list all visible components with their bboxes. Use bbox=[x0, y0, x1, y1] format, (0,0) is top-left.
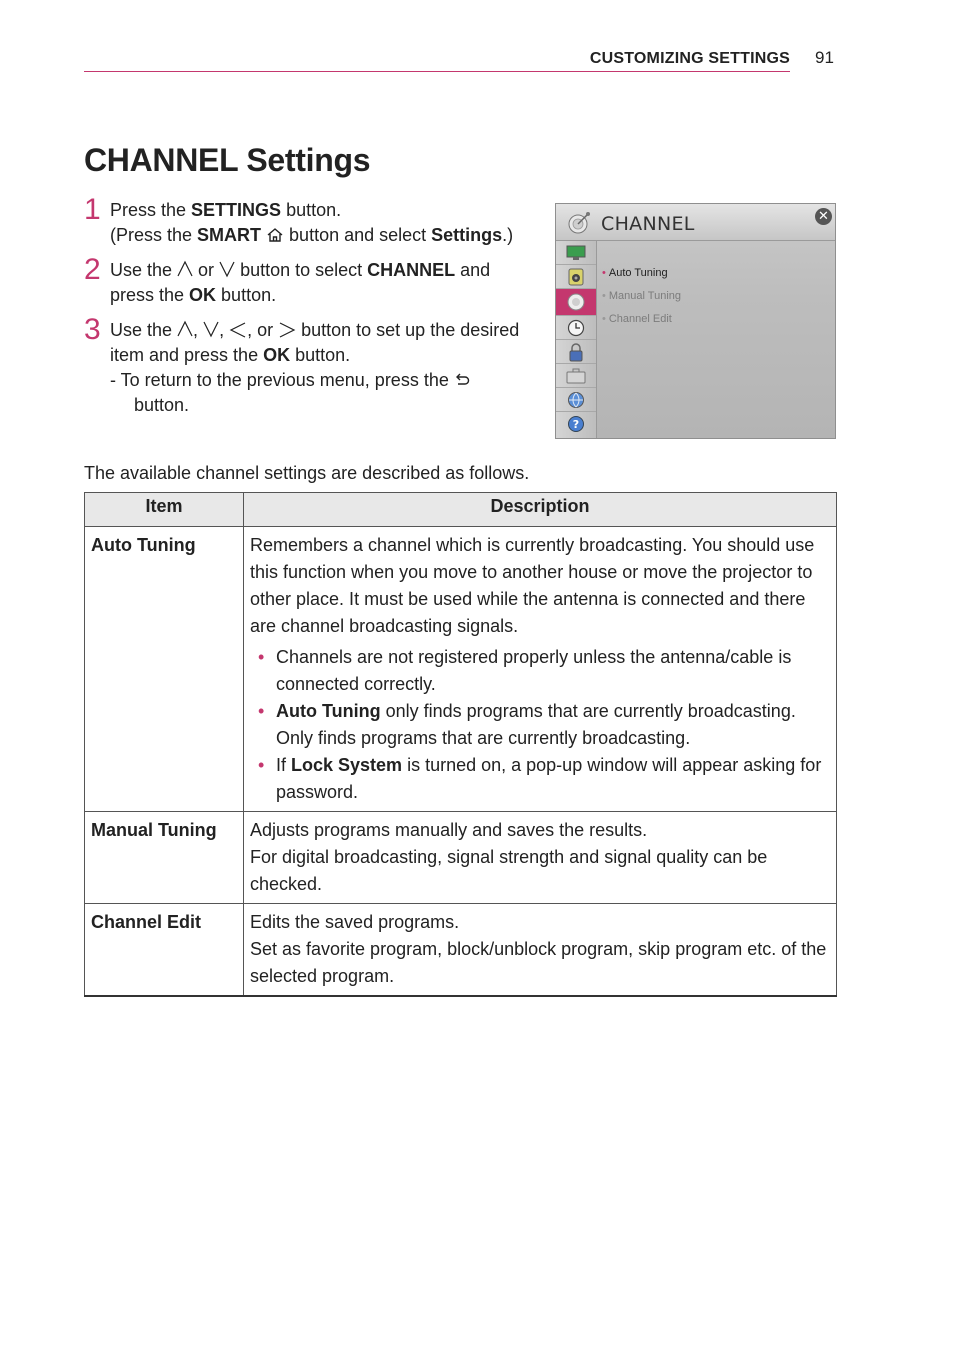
step-2 bbox=[84, 253, 554, 308]
ok-key-label: OK bbox=[189, 285, 217, 305]
page-number: 91 bbox=[815, 48, 834, 67]
channel-icon bbox=[566, 292, 586, 312]
step-number: 2 bbox=[84, 253, 101, 286]
tv-option-channel-edit[interactable]: • Channel Edit bbox=[602, 313, 672, 325]
ok-key-label: OK bbox=[263, 345, 291, 365]
description-cell bbox=[244, 904, 837, 997]
time-icon bbox=[567, 319, 585, 337]
step-1 bbox=[84, 193, 554, 248]
step-1-line-2 bbox=[110, 223, 554, 248]
down-arrow-icon bbox=[203, 320, 219, 338]
rail-option[interactable] bbox=[556, 364, 596, 388]
lock-icon bbox=[568, 342, 584, 362]
text: , bbox=[219, 320, 230, 340]
text: and bbox=[455, 260, 491, 280]
note-list bbox=[250, 644, 830, 806]
text: button. bbox=[216, 285, 277, 305]
description-line: Set as favorite program, block/unblock program, skip program etc. of the selected program. bbox=[250, 939, 827, 986]
tv-option-manual-tuning[interactable]: • Manual Tuning bbox=[602, 290, 682, 302]
rail-network[interactable] bbox=[556, 388, 596, 412]
description-line: For digital broadcasting, signal strength and signal quality can be checked. bbox=[250, 847, 768, 894]
item-cell: Channel Edit bbox=[85, 904, 244, 997]
settings-key-label: SETTINGS bbox=[191, 200, 282, 220]
rail-lock[interactable] bbox=[556, 340, 596, 364]
up-arrow-icon bbox=[177, 320, 193, 338]
item-cell: Auto Tuning bbox=[85, 527, 244, 812]
text: button to select bbox=[235, 260, 368, 280]
text: only finds programs that are currently broadcasting. Only finds programs that are currently broadcasting. bbox=[276, 701, 796, 748]
header-section-title: CUSTOMIZING SETTINGS bbox=[589, 50, 790, 67]
text: Press the bbox=[110, 200, 192, 220]
step-3-line-1 bbox=[110, 318, 554, 343]
tv-menu-title: CHANNEL bbox=[601, 213, 695, 235]
item-cell: Manual Tuning bbox=[85, 812, 244, 904]
back-icon bbox=[454, 372, 470, 388]
text: , bbox=[193, 320, 204, 340]
svg-text:?: ? bbox=[572, 418, 580, 431]
text: .) bbox=[502, 225, 514, 245]
bold-term: Lock System bbox=[291, 755, 403, 775]
step-3 bbox=[84, 313, 554, 418]
text: button to set up the desired bbox=[296, 320, 520, 340]
tv-option-label: Manual Tuning bbox=[608, 290, 682, 302]
support-icon bbox=[567, 415, 585, 433]
text: - To return to the previous menu, press the bbox=[110, 370, 454, 390]
channel-settings-table bbox=[84, 492, 837, 997]
text: , or bbox=[247, 320, 279, 340]
text: button. bbox=[281, 200, 342, 220]
text: item and press the bbox=[110, 345, 264, 365]
down-arrow-icon bbox=[219, 260, 235, 278]
tv-menu-rail bbox=[556, 241, 597, 439]
description-paragraph: Remembers a channel which is currently broadcasting. You should use this function when you move to another house or move the projector to other place. It must be used while the antenna is connected and there are channel broadcasting signals. bbox=[250, 535, 815, 636]
header-rule bbox=[84, 71, 790, 72]
step-2-line-1 bbox=[110, 258, 554, 283]
rail-picture[interactable] bbox=[556, 241, 596, 265]
picture-icon bbox=[566, 245, 586, 261]
step-3-note bbox=[110, 368, 554, 418]
tv-option-label: Channel Edit bbox=[608, 313, 672, 325]
text: or bbox=[193, 260, 220, 280]
text: button and select bbox=[284, 225, 432, 245]
text: button. bbox=[134, 395, 190, 415]
intro-text: The available channel settings are described as follows. bbox=[84, 463, 530, 483]
close-icon[interactable]: ✕ bbox=[815, 208, 832, 225]
table-row bbox=[85, 812, 837, 904]
text: Use the bbox=[110, 260, 178, 280]
text: (Press the bbox=[110, 225, 198, 245]
description-line: Adjusts programs manually and saves the results. bbox=[250, 820, 648, 840]
step-1-line-1 bbox=[110, 198, 554, 223]
rail-channel[interactable] bbox=[556, 289, 596, 316]
channel-label: CHANNEL bbox=[367, 260, 456, 280]
list-item: • Channels are not registered properly unless the antenna/cable is connected correctly. bbox=[276, 644, 830, 698]
column-header-description: Description bbox=[244, 493, 837, 527]
description-cell bbox=[244, 812, 837, 904]
description-line: Edits the saved programs. bbox=[250, 912, 460, 932]
description-cell bbox=[244, 527, 837, 812]
option-icon bbox=[566, 368, 586, 384]
steps-list bbox=[84, 193, 554, 428]
list-item bbox=[276, 752, 830, 806]
network-icon bbox=[567, 391, 585, 409]
bold-term: Auto Tuning bbox=[276, 701, 381, 721]
list-item bbox=[276, 698, 830, 752]
tv-option-label: Auto Tuning bbox=[608, 267, 668, 279]
table-header-row bbox=[85, 493, 837, 527]
tv-menu-options bbox=[602, 262, 681, 331]
audio-icon bbox=[567, 268, 585, 286]
smart-key-label: SMART bbox=[197, 225, 262, 245]
step-3-line-2 bbox=[110, 343, 554, 368]
settings-menu-label: Settings bbox=[431, 225, 503, 245]
step-2-line-2 bbox=[110, 283, 554, 308]
rail-audio[interactable] bbox=[556, 265, 596, 289]
left-arrow-icon bbox=[229, 322, 247, 338]
table-row bbox=[85, 527, 837, 812]
column-header-item: Item bbox=[85, 493, 244, 527]
step-number: 3 bbox=[84, 313, 101, 346]
up-arrow-icon bbox=[177, 260, 193, 278]
rail-support[interactable] bbox=[556, 412, 596, 436]
right-arrow-icon bbox=[278, 322, 296, 338]
table-row bbox=[85, 904, 837, 997]
satellite-dish-icon bbox=[566, 211, 594, 235]
text: press the bbox=[110, 285, 190, 305]
home-icon bbox=[266, 227, 284, 243]
page-title: CHANNEL Settings bbox=[84, 142, 371, 178]
tv-menu-screenshot bbox=[555, 203, 836, 439]
text: Use the bbox=[110, 320, 178, 340]
rail-time[interactable] bbox=[556, 316, 596, 340]
step-number: 1 bbox=[84, 193, 101, 226]
text: If bbox=[276, 755, 292, 775]
text: is turned on, a pop-up window will appear asking for password. bbox=[276, 755, 822, 802]
tv-menu-titlebar bbox=[556, 204, 835, 241]
text: button. bbox=[290, 345, 351, 365]
tv-option-auto-tuning[interactable]: • Auto Tuning bbox=[602, 267, 668, 279]
